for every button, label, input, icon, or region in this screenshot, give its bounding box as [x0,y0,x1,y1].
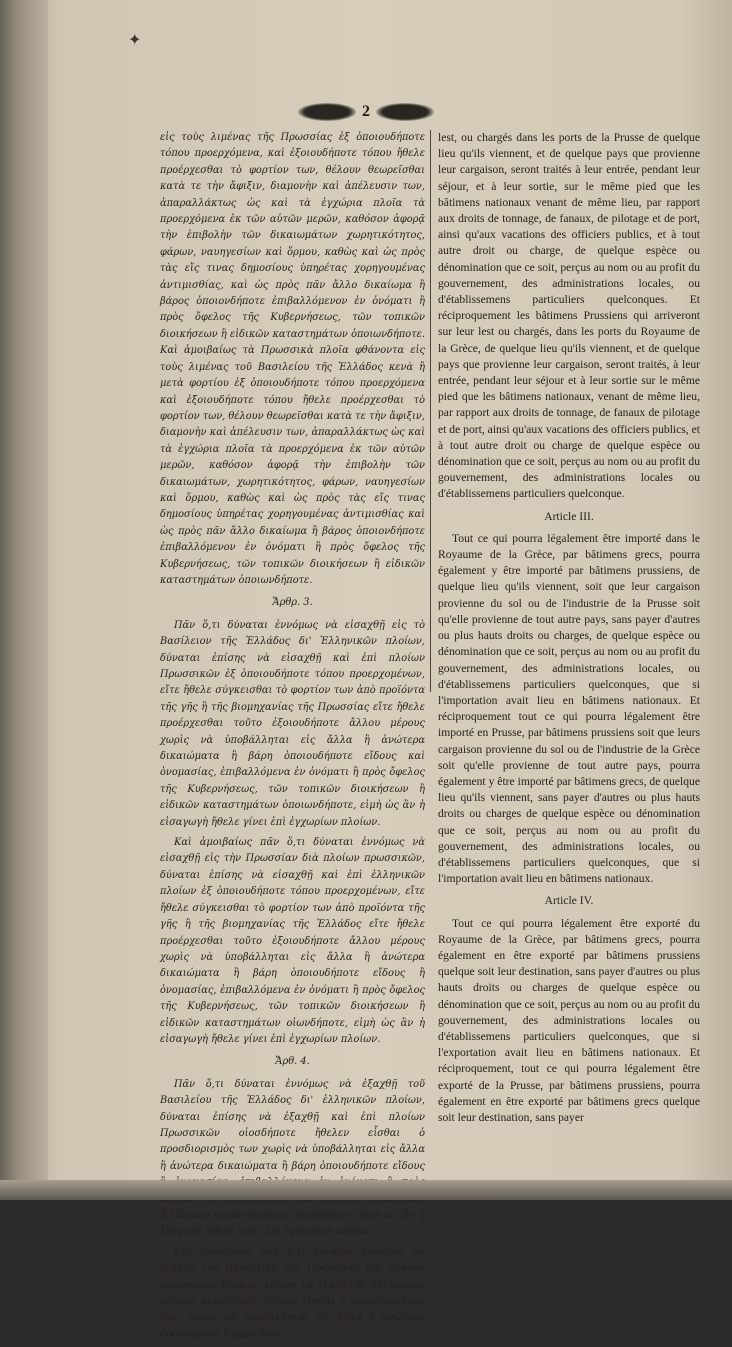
binding-shadow [0,0,48,1200]
greek-article-4-heading: Ἄρθ. 4. [275,1056,310,1068]
greek-paragraph-2: Πᾶν ὅ,τι δύναται ἐννόμως νὰ εἰσαχθῇ εἰς τὸ Βασίλειον τῆς Ἑλλάδος δι' Ἑλληνικῶν πλοίων, δύναται ἐπίσης νὰ εἰσαχθῇ καὶ ἐπὶ πλοίων Πρωσσικῶν ἐξ ὁποιουδήποτε τόπου προερχομένων, εἴτε ἤθελε σύγκεισθαι τὸ φορτίον των ἀπὸ προϊόντα τῆς γῆς ἢ τῆς βιομηχανίας τῆς Πρωσσίας εἴτε ἤθελε προέρχεσθαι τοῦτο ἐξοιουδήποτε ἄλλου μέρους χωρὶς νὰ ὑποβάλληται εἰς ἄλλα ἢ ἀνώτερα δικαιώματα ἢ βάρη ὁποιουδήποτε εἴδους καὶ ὀνομασίας, ἐπιβαλλόμενα ἐν ὀνόματι ἢ πρὸς ὄφελος τῆς Κυβερνήσεως, τῶν τοπικῶν διοικήσεων ἢ εἰδικῶν καταστημάτων ὁποιωνδήποτε, εἰμὴ ὡς ἂν ἡ εἰσαγωγὴ ἤθελε γίνει ἐπὶ ἐγχωρίων πλοίων. [160,619,425,828]
french-article-3-heading: Article III. [544,509,594,523]
greek-paragraph-5: Καὶ ἀμοιβαίως πᾶν ὅ,τι δύναται ἐννόμως νὰ ἐξαχθῇ τοῦ Βασιλείου τῆς Πρωσσίας διὰ πλοίων πρωσσικῶν δύναται ἐπίσης νὰ ἐξαχθῇ δι' ἑλληνικῶν πλοίων οἰοσδήποτε ἤθελεν εἶσθαι ὁ προσδιορισμός των, χωρὶς νὰ ὑποβάλληται εἰς ἄλλα ἢ ἀνώτερα δικαιώματα ἢ βάρη ὁποι- [160,1246,425,1340]
french-column [438,130,700,1130]
french-article-4-heading: Article IV. [544,894,594,908]
greek-paragraph-3: Καὶ ἀμοιβαίως πᾶν ὅ,τι δύναται ἐννόμως νὰ εἰσαχθῇ εἰς τὴν Πρωσσίαν διὰ πλοίων πρωσσικῶν, δύναται ἐπίσης νὰ εἰσαχθῇ καὶ ἐπὶ ἑλληνικῶν πλοίων ἐξ ὁποιουδήποτε τόπου προερχομένων, εἴτε ἤθελε σύγκεισθαι τὸ φορτίον των ἀπὸ προϊόντα τῆς γῆς ἢ τῆς βιομηχανίας τῆς Ἑλλάδος εἴτε ἤθελε προέρχεσθαι τοῦτο ἐξοιουδήποτε ἄλλου μέρους χωρὶς νὰ ὑποβάλληται εἰς ἄλλα ἢ ἀνώτερα δικαιώματα ἢ βάρη ὁποιουδήποτε εἴδους ἢ ὀνομασίας, ἐπιβαλλόμενα ἐν ὀνόματι ἢ πρὸς ὄφελος τῆς Κυβερνήσεως, τῶν τοπικῶν διοικήσεων ἢ εἰδικῶν καταστημάτων οἱωνδήποτε, εἰμὴ ὡς ἂν ἡ εἰσαγωγὴ ἤθελε γίνει ἐπὶ ἐγχωρίων πλοίων. [160,837,425,1045]
ornament-left-icon [298,103,356,121]
french-paragraph-2: Tout ce qui pourra légalement être importé dans le Royaume de la Grèce, par bâtimens grecs, pourra également y être importé par bâtimens prussiens, de quelque lieu qu'ils viennent, soit que leur cargaison provienne du sol ou de l'industrie de la Prusse soit qu'elle provienne de tout autre pays, sans payer d'autres ou plus hauts droits ou charges, de quelque espèce ou dénomination que ce soit, perçus au nom ou au profit du gouvernement, des administrations locales, ou d'établissemens particuliers quelconques, que si l'importation avait lieu en bâtimens nationaux. Et réciproquement tout ce qui pourra légalement être importé en Prusse, par bâtimens prussiens soit que leurs cargaison provienne du sol ou de l'industrie de la Grèce soit qu'elle provienne de tout autre pays, pourra également y être importé par bâtimens grecs, de quelque lieu qu'ils viennent, sans payer d'autres ou plus hauts droits ou charges de quelque espèce ou dénomination que ce soit, perçus au nom ou au profit du gouvernement, des administrations locales, ou d'établissemens particuliers quelconques, que si l'importation avait lieu en bâtimens nationaux. [438,531,700,886]
greek-paragraph-1: εἰς τοὺς λιμένας τῆς Πρωσσίας ἐξ ὁποιουδήποτε τόπου προερχόμενα, καὶ ἐξοιουδήποτε τόπου ἤθελε προέρχεσθαι τὸ φορτίον των, θέλουν θεωρεῖσθαι κατὰ τε τὴν ἄφιξιν, διαμονὴν καὶ ἀπέλευσιν των, ἀπαραλλάκτως ὡς καὶ τὰ ἐγχώρια πλοῖα τὰ προερχόμενα ἐκ τῶν αὐτῶν μερῶν, καθόσον ἀφορᾷ τὴν ἐπιβολὴν τῶν δικαιωμάτων χωρητικότητος, φάρων, ναυηγεσίων καὶ ὅρμου, καθὼς καὶ ὡς πρὸς τὰς εἴς τινας δημοσίους ὑπηρέτας χορηγουμένας ἀντιμισθίας, καὶ ὡς πρὸς πᾶν ἄλλο δικαίωμα ἢ βάρος ὁποιονδήποτε ἐπιβαλλόμενον ἐν ὀνόματι ἢ πρὸς ὄφελος τῆς Κυβερνήσεως, τῶν τοπικῶν διοικήσεων ἢ εἰδικῶν καταστημάτων ὁποιωνδήποτε. Καὶ ἀμοιβαίως τὰ Πρωσσικὰ πλοῖα φθάνοντα εἰς τοὺς λιμένας τοῦ Βασιλείου τῆς Ἑλλάδος κενὰ ἢ μετὰ φορτίου ἐξ ὁποιουδήποτε τόπου προερχόμενα καὶ ἐξοιουδήποτε τόπου ἤθελε προέρχεσθαι τὸ φορτίον των, θέλουν θεωρεῖσθαι κατὰ τε τὴν ἄφιξιν, διαμονὴν καὶ ἀπέλευσιν των, ἀπαραλλάκτως ὡς καὶ τὰ ἐγχώρια πλοῖα τὰ προερχόμενα ἐκ τῶν αὐτῶν μερῶν, καθόσον ἀφορᾷ τὴν ἐπιβολὴν τῶν δικαιωμάτων, χωρητικότητος, φάρων, ναυηγεσίων καὶ ὅρμου, καθὼς καὶ ὡς πρὸς τὰς εἴς τινας δημοσίους ὑπηρέτας χορηγουμένας ἀντιμισθίας καὶ ὡς πρὸς πᾶν ἄλλο δικαίωμα ἢ βάρος ὁποιονδήποτε ἐπιβαλλόμενον ἐν ὀνόματι ἢ πρὸς ὄφελος τῆς Κυβερνήσεως, τῶν τοπικῶν διοικήσεων ἢ εἰδικῶν καταστημάτων ὁποιωνδήποτε. [160,132,425,586]
ink-mark: ✦ [128,32,142,49]
ornament-right-icon [376,103,434,121]
french-paragraph-1: lest, ou chargés dans les ports de la Prusse de quelque lieu qu'ils viennent, et de quelque pays que provienne leur cargaison, seront traités à leur entrée, pendant leur séjour, et à leur sortie, sur le même pied que les bâtimens nationaux venant de même lieu, par rapport aux droits de tonnage, de fanaux, de pilotage et de port, ainsi qu'aux vacations des officiers publics, et à tout autre droit ou charge, de quelque espèce ou dénomination que ce soit, perçus au nom ou au profit du gouvernement, des administrations locales, ou d'établissemens particuliers quelconques. Et réciproquement les bâtimens Prussiens qui arriveront sur leur lest ou chargés, dans les ports du Royaume de la Grèce, de quelque lieu qu'ils viennent, et de quelque pays que provienne leur cargaison, seront traités, à leur entrée, pendant leur séjour et à leur sortie sur le même pied que les bâtimens nationaux, venant de même lieu, par rapport aux droits de tonnage, de fanaux de pilotage et de port, ainsi qu'aux vacations des officiers publics, et à tout autre droit ou charge de quelque espèce ou dénomination que ce soit, perçus au nom ou au profit du gouvernement, des administrations locales ou d'établissemens particuliers quelconque. [438,131,700,501]
column-divider [430,130,431,692]
page-bottom-edge [0,1180,732,1200]
greek-paragraph-4: Πᾶν ὅ,τι δύναται ἐννόμως νὰ ἐξαχθῇ τοῦ Βασιλείου τῆς Ἑλλάδος δι' ἑλληνικῶν πλοίων, δύναται ἐπίσης νὰ ἐξαχθῇ καὶ ἐπὶ πλοίων Πρωσσικῶν οἰοσδήποτε ἤθελεν εἶσθαι ὁ προσδιορισμὸς των χωρὶς νὰ ὑποβάλληται εἰς ἄλλα ἢ ἀνώτερα δικαιώματα ἢ βάρη ὁποιουδήποτε εἴδους ἢ εἰδικῶν καταστημάτων οἱωνδήποτε, εἰμὴ ὡς ἂν ἡ ἐξαγωγὴ ἤθελε γίνει ἐπὶ ἐγχωρίων πλοίων. [160,1078,425,1238]
greek-article-3-heading: Ἄρθρ. 3. [272,597,313,609]
french-paragraph-3: Tout ce qui pourra légalement être exporté du Royaume de la Grèce, par bâtimens grecs, pourra également en être exporté par bâtimens prussiens quelque soit leur destination, sans payer d'autres ou plus hauts droits ou charges de quelque espèce ou dénomination que ce soit, perçus au nom ou au profit du gouvernement, des administrations locales ou d'établissemens particuliers quelconques, que si l'exportation avait lieu en bâtimens nationaux. Et réciproquement, tout ce qui pourra légalement être exporté de la Prusse, par bâtimens prussiens, pourra également en être exporté par bâtimens grecs quelque soit leur destination, sans payer [438,916,700,1124]
page-number: 2 [362,103,370,120]
greek-column [160,130,425,1347]
page-header [0,100,732,124]
